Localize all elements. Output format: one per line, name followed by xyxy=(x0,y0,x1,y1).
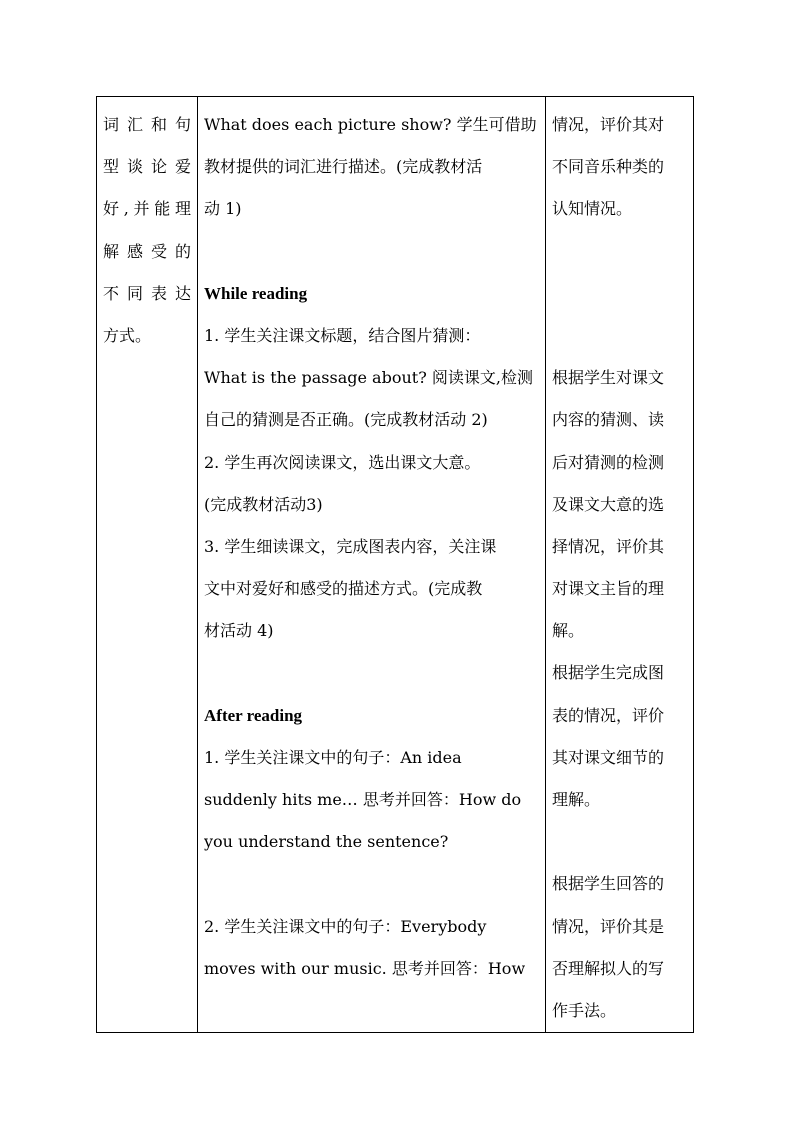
text-line: 作手法。 xyxy=(552,1000,617,1020)
text-line xyxy=(552,273,687,315)
text-line: you understand the sentence? xyxy=(204,832,449,852)
text-line: What does each picture show? 学生可借助 xyxy=(204,115,537,134)
text-line: 3. 学生细读课文，完成图表内容，关注课 xyxy=(204,536,497,556)
text-line: 方式。 xyxy=(103,325,152,345)
text-line: 后对猜测的检测 xyxy=(552,452,665,472)
text-line: 材活动 4) xyxy=(204,621,274,641)
text-line: 对课文主旨的理 xyxy=(552,579,665,599)
activities-cell xyxy=(198,97,546,1033)
text-line: After reading xyxy=(204,705,303,725)
text-line: 2. 学生再次阅读课文，选出课文大意。 xyxy=(204,452,481,472)
text-line: 不同表达 xyxy=(103,283,191,303)
text-line xyxy=(552,231,687,273)
text-line: 教材提供的词汇进行描述。(完成教材活 xyxy=(204,157,483,177)
text-line xyxy=(204,231,539,273)
text-line: suddenly hits me… 思考并回答：How do xyxy=(204,790,522,809)
text-line xyxy=(552,821,687,863)
text-line: 及课文大意的选 xyxy=(552,494,665,514)
table-row xyxy=(97,97,694,1033)
text-line xyxy=(204,863,539,905)
text-line: What is the passage about? 阅读课文,检测 xyxy=(204,368,533,388)
text-line: 自己的猜测是否正确。(完成教材活动 2) xyxy=(204,410,488,430)
assessment-text xyxy=(552,97,687,1032)
text-line: 型谈论爱 xyxy=(103,157,191,177)
goals-cell xyxy=(97,97,198,1033)
assessment-cell xyxy=(546,97,694,1033)
text-line: 情况，评价其对 xyxy=(552,115,665,134)
text-line: 好,并能理 xyxy=(103,199,191,219)
text-line: 1. 学生关注课文标题，结合图片猜测： xyxy=(204,325,481,345)
text-line: 解。 xyxy=(552,621,585,641)
text-line: 理解。 xyxy=(552,790,601,809)
text-line: 认知情况。 xyxy=(552,199,633,219)
text-line: 其对课文细节的 xyxy=(552,747,665,767)
text-line: 2. 学生关注课文中的句子：Everybody xyxy=(204,916,487,936)
text-line: 词汇和句 xyxy=(103,115,191,134)
text-line xyxy=(204,652,539,694)
activities-text xyxy=(204,97,539,990)
text-line: 情况，评价其是 xyxy=(552,916,665,936)
text-line: 动 1) xyxy=(204,199,242,219)
lesson-plan-table xyxy=(96,96,694,1033)
text-line: 根据学生回答的 xyxy=(552,874,665,894)
text-line: 择情况，评价其 xyxy=(552,536,665,556)
text-line: 解感受的 xyxy=(103,241,191,261)
text-line: 不同音乐种类的 xyxy=(552,157,665,177)
text-line: 文中对爱好和感受的描述方式。(完成教 xyxy=(204,579,483,599)
text-line: 内容的猜测、读 xyxy=(552,410,665,430)
text-line: 1. 学生关注课文中的句子：An idea xyxy=(204,747,462,767)
goals-text xyxy=(103,97,191,357)
text-line: While reading xyxy=(204,283,308,303)
text-line xyxy=(552,315,687,357)
text-line: 根据学生对课文 xyxy=(552,368,665,388)
text-line: 表的情况，评价 xyxy=(552,705,665,725)
text-line: moves with our music. 思考并回答：How xyxy=(204,958,526,978)
text-line: 否理解拟人的写 xyxy=(552,958,665,978)
text-line: (完成教材活动3) xyxy=(204,494,323,514)
text-line: 根据学生完成图 xyxy=(552,663,665,683)
